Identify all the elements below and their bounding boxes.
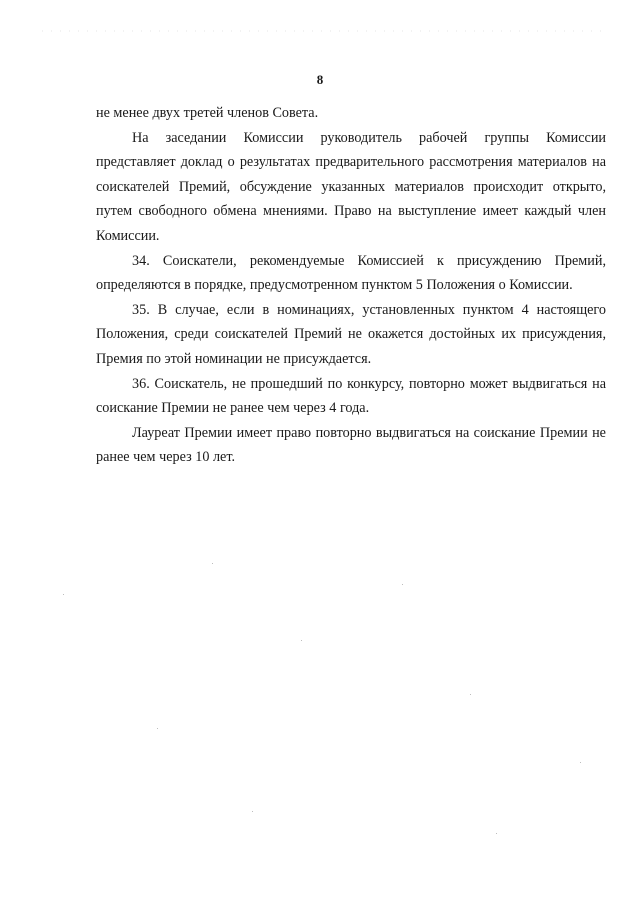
scan-speck bbox=[580, 762, 581, 763]
scan-speck bbox=[470, 694, 471, 695]
paragraph-continuation: не менее двух третей членов Совета. bbox=[96, 105, 319, 121]
scan-speck bbox=[402, 584, 403, 585]
scan-speck bbox=[157, 728, 158, 729]
scan-speck bbox=[252, 811, 253, 812]
paragraph-35: 35. В случае, если в номинациях, установленных пунктом 4 настоящего Положения, среди соискателей Премий не окажется достойных их присуждения, Премия по этой номинации не присуждается. bbox=[96, 301, 606, 367]
scan-speck bbox=[301, 640, 302, 641]
document-body bbox=[96, 101, 606, 470]
paragraph-34: 34. Соискатели, рекомендуемые Комиссией к присуждению Премий, определяются в порядке, предусмотренном пунктом 5 Положения о Комиссии. bbox=[96, 252, 606, 294]
scan-header-noise bbox=[38, 30, 608, 32]
paragraph-36: 36. Соискатель, не прошедший по конкурсу, повторно может выдвигаться на соискание Премии не ранее чем через 4 года. bbox=[96, 375, 606, 417]
page-number: 8 bbox=[316, 72, 324, 87]
scan-speck bbox=[63, 594, 64, 595]
paragraph-commission-meeting: На заседании Комиссии руководитель рабочей группы Комиссии представляет доклад о результатах предварительного рассмотрения материалов на соискателей Премий, обсуждение указанных материалов происходит открыто, путем свободного обмена мнениями. Право на выступление имеет каждый член Комиссии. bbox=[96, 129, 606, 244]
paragraph-laureate: Лауреат Премии имеет право повторно выдвигаться на соискание Премии не ранее чем через 10 лет. bbox=[96, 424, 606, 466]
scan-speck bbox=[212, 563, 213, 564]
scan-speck bbox=[496, 833, 497, 834]
